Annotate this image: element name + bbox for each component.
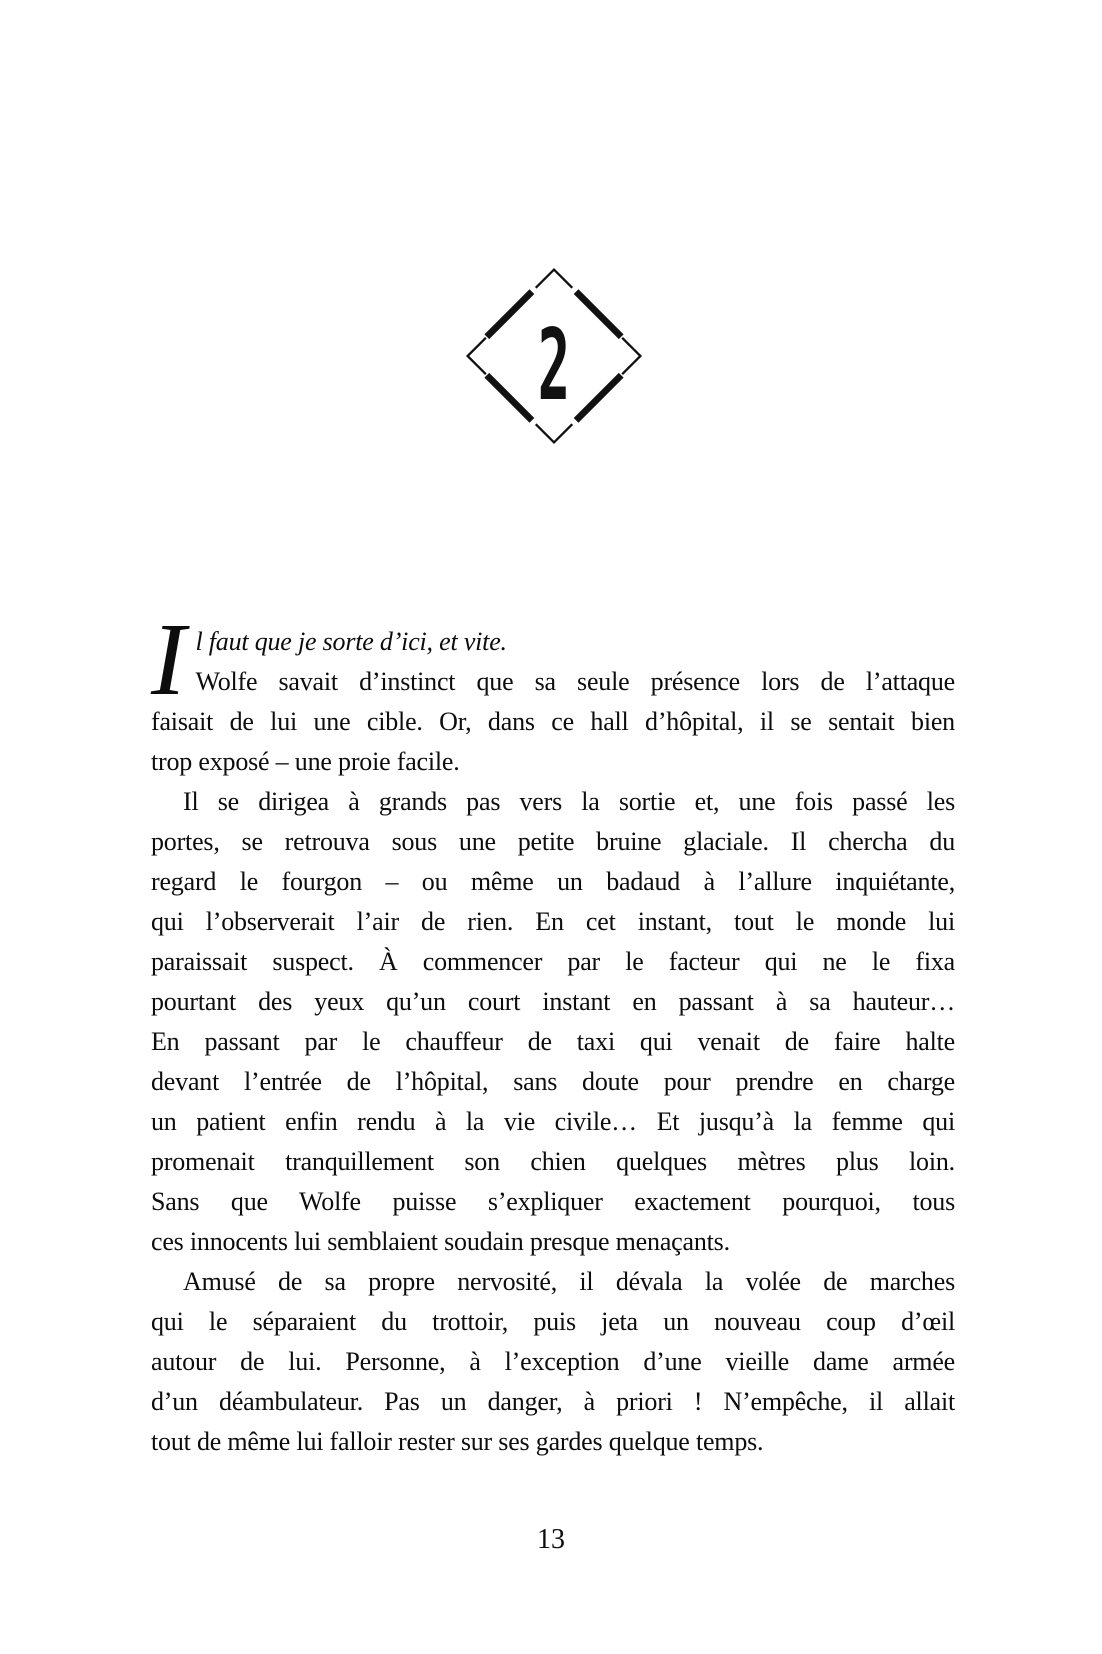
text-line: Wolfe savait d’instinct que sa seule présence lors de l’attaque (195, 667, 955, 696)
text-line: autour de lui. Personne, à l’exception d’une vieille dame armée (151, 1347, 955, 1376)
text-line: Sans que Wolfe puisse s’expliquer exactement pourquoi, tous (151, 1187, 955, 1216)
diamond-corner-left (468, 338, 486, 374)
text-line: un patient enfin rendu à la vie civile… Et jusqu’à la femme qui (151, 1107, 955, 1136)
paragraph-1 (151, 602, 955, 782)
text-line: devant l’entrée de l’hôpital, sans doute pour prendre en charge (151, 1067, 955, 1096)
diamond-corner-right (622, 338, 640, 374)
text-line: Il se dirigea à grands pas vers la sortie et, une fois passé les (183, 787, 955, 816)
text-line: qui le séparaient du trottoir, puis jeta un nouveau coup d’œil (151, 1307, 955, 1336)
text-line: paraissait suspect. À commencer par le facteur qui ne le fixa (151, 947, 955, 976)
body-text (151, 602, 955, 1462)
text-line: trop exposé – une proie facile. (151, 747, 460, 776)
text-line: faisait de lui une cible. Or, dans ce hall d’hôpital, il se sentait bien (151, 707, 955, 736)
text-line: promenait tranquillement son chien quelques mètres plus loin. (151, 1147, 955, 1176)
text-line: tout de même lui falloir rester sur ses gardes quelque temps. (151, 1427, 764, 1456)
text-line: regard le fourgon – ou même un badaud à l’allure inquiétante, (151, 867, 955, 896)
paragraph-2 (151, 782, 955, 1262)
text-line: portes, se retrouva sous une petite bruine glaciale. Il chercha du (151, 827, 955, 856)
text-line: Amusé de sa propre nervosité, il dévala la volée de marches (183, 1267, 955, 1296)
text-line: ces innocents lui semblaient soudain presque menaçants. (151, 1227, 730, 1256)
text-line: En passant par le chauffeur de taxi qui venait de faire halte (151, 1027, 955, 1056)
text-line: d’un déambulateur. Pas un danger, à priori ! N’empêche, il allait (151, 1387, 955, 1416)
page-number: 13 (537, 1524, 565, 1555)
text-line: qui l’observerait l’air de rien. En cet instant, tout le monde lui (151, 907, 955, 936)
chapter-number: 2 (537, 309, 571, 423)
text-line: l faut que je sorte d’ici, et vite. (195, 627, 507, 656)
paragraph-3 (151, 1262, 955, 1462)
chapter-ornament (458, 260, 650, 452)
drop-cap: I (151, 602, 186, 717)
text-line: pourtant des yeux qu’un court instant en passant à sa hauteur… (151, 987, 955, 1016)
